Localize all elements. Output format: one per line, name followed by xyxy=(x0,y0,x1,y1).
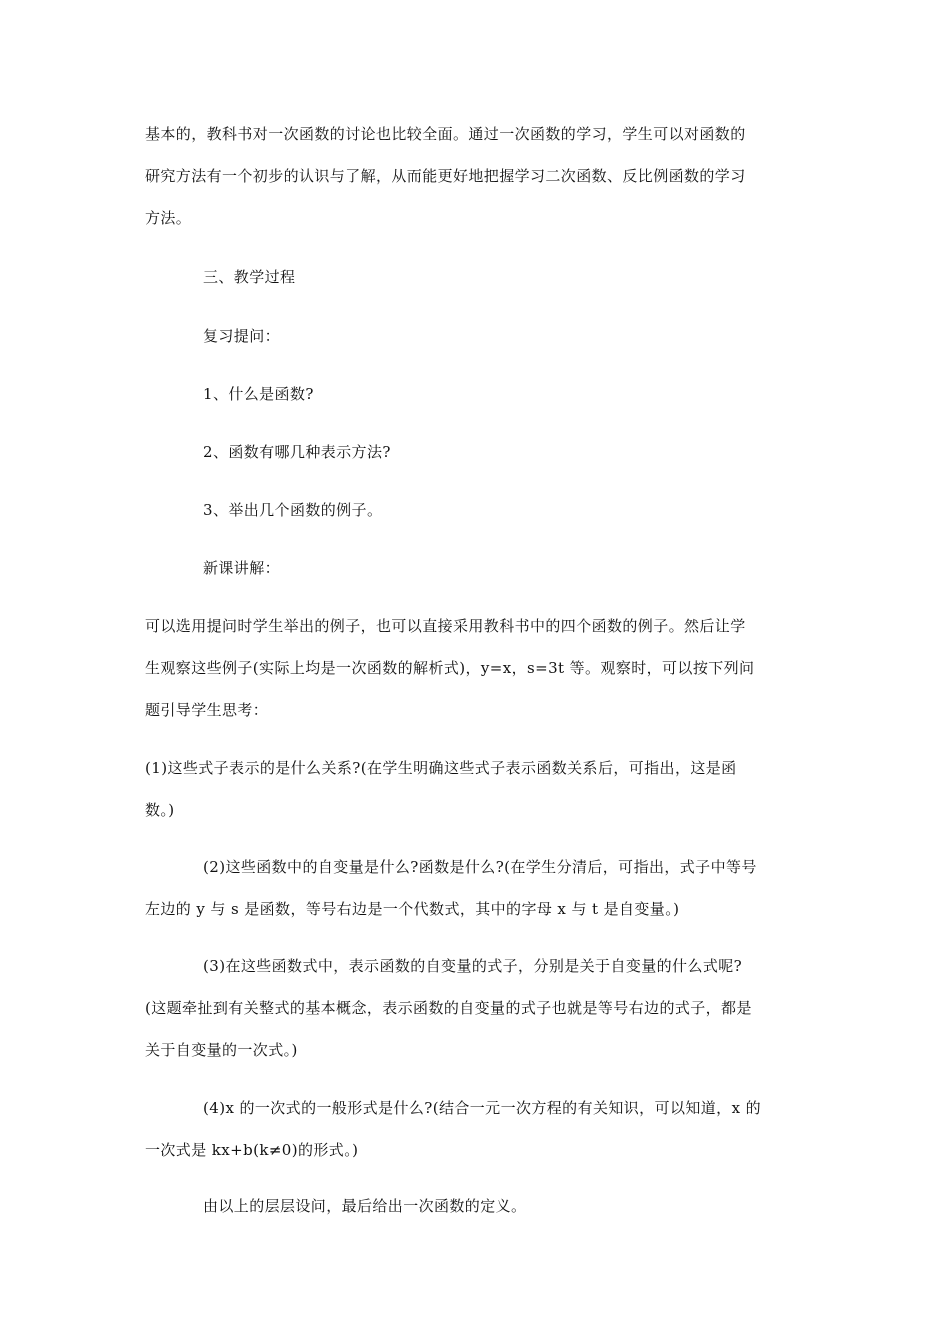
text-line: 左边的 y 与 s 是函数，等号右边是一个代数式，其中的字母 x 与 t 是自变量。) xyxy=(145,900,680,918)
explanation-paragraph xyxy=(145,605,811,731)
text-line: 研究方法有一个初步的认识与了解，从而能更好地把握学习二次函数、反比例函数的学习 xyxy=(145,167,746,185)
text-line: 数。) xyxy=(145,801,175,819)
text-line: 生观察这些例子(实际上均是一次函数的解析式)，y=x，s=3t 等。观察时，可以按下列问 xyxy=(145,659,755,677)
conclusion-paragraph: 由以上的层层设问，最后给出一次函数的定义。 xyxy=(203,1197,527,1215)
text-line: 关于自变量的一次式。) xyxy=(145,1041,298,1059)
text-line: 方法。 xyxy=(145,209,192,227)
text-line: (这题牵扯到有关整式的基本概念，表示函数的自变量的式子也就是等号右边的式子，都是 xyxy=(145,999,752,1017)
text-line: (4)x 的一次式的一般形式是什么?(结合一元一次方程的有关知识，可以知道，x 的 xyxy=(203,1099,761,1117)
new-lesson-heading: 新课讲解： xyxy=(203,559,281,577)
text-line: 基本的，教科书对一次函数的讨论也比较全面。通过一次函数的学习，学生可以对函数的 xyxy=(145,125,746,143)
text-line: (1)这些式子表示的是什么关系?(在学生明确这些式子表示函数关系后，可指出，这是函 xyxy=(145,759,737,777)
text-line: 一次式是 kx+b(k≠0)的形式。) xyxy=(145,1141,359,1159)
question-1-paragraph xyxy=(145,747,811,831)
question-2-paragraph xyxy=(145,846,811,930)
review-question-3: 3、举出几个函数的例子。 xyxy=(203,501,383,519)
review-question-1: 1、什么是函数? xyxy=(203,385,314,403)
text-line: (3)在这些函数式中，表示函数的自变量的式子，分别是关于自变量的什么式呢? xyxy=(203,957,743,975)
text-line: 可以选用提问时学生举出的例子，也可以直接采用教科书中的四个函数的例子。然后让学 xyxy=(145,617,746,635)
question-3-paragraph xyxy=(145,945,811,1071)
intro-paragraph xyxy=(145,113,811,239)
review-question-2: 2、函数有哪几种表示方法? xyxy=(203,443,391,461)
section-heading: 三、教学过程 xyxy=(203,268,296,286)
question-4-paragraph xyxy=(145,1087,811,1171)
text-line: (2)这些函数中的自变量是什么?函数是什么?(在学生分清后，可指出，式子中等号 xyxy=(203,858,757,876)
review-heading: 复习提问： xyxy=(203,327,281,345)
text-line: 题引导学生思考： xyxy=(145,701,269,719)
